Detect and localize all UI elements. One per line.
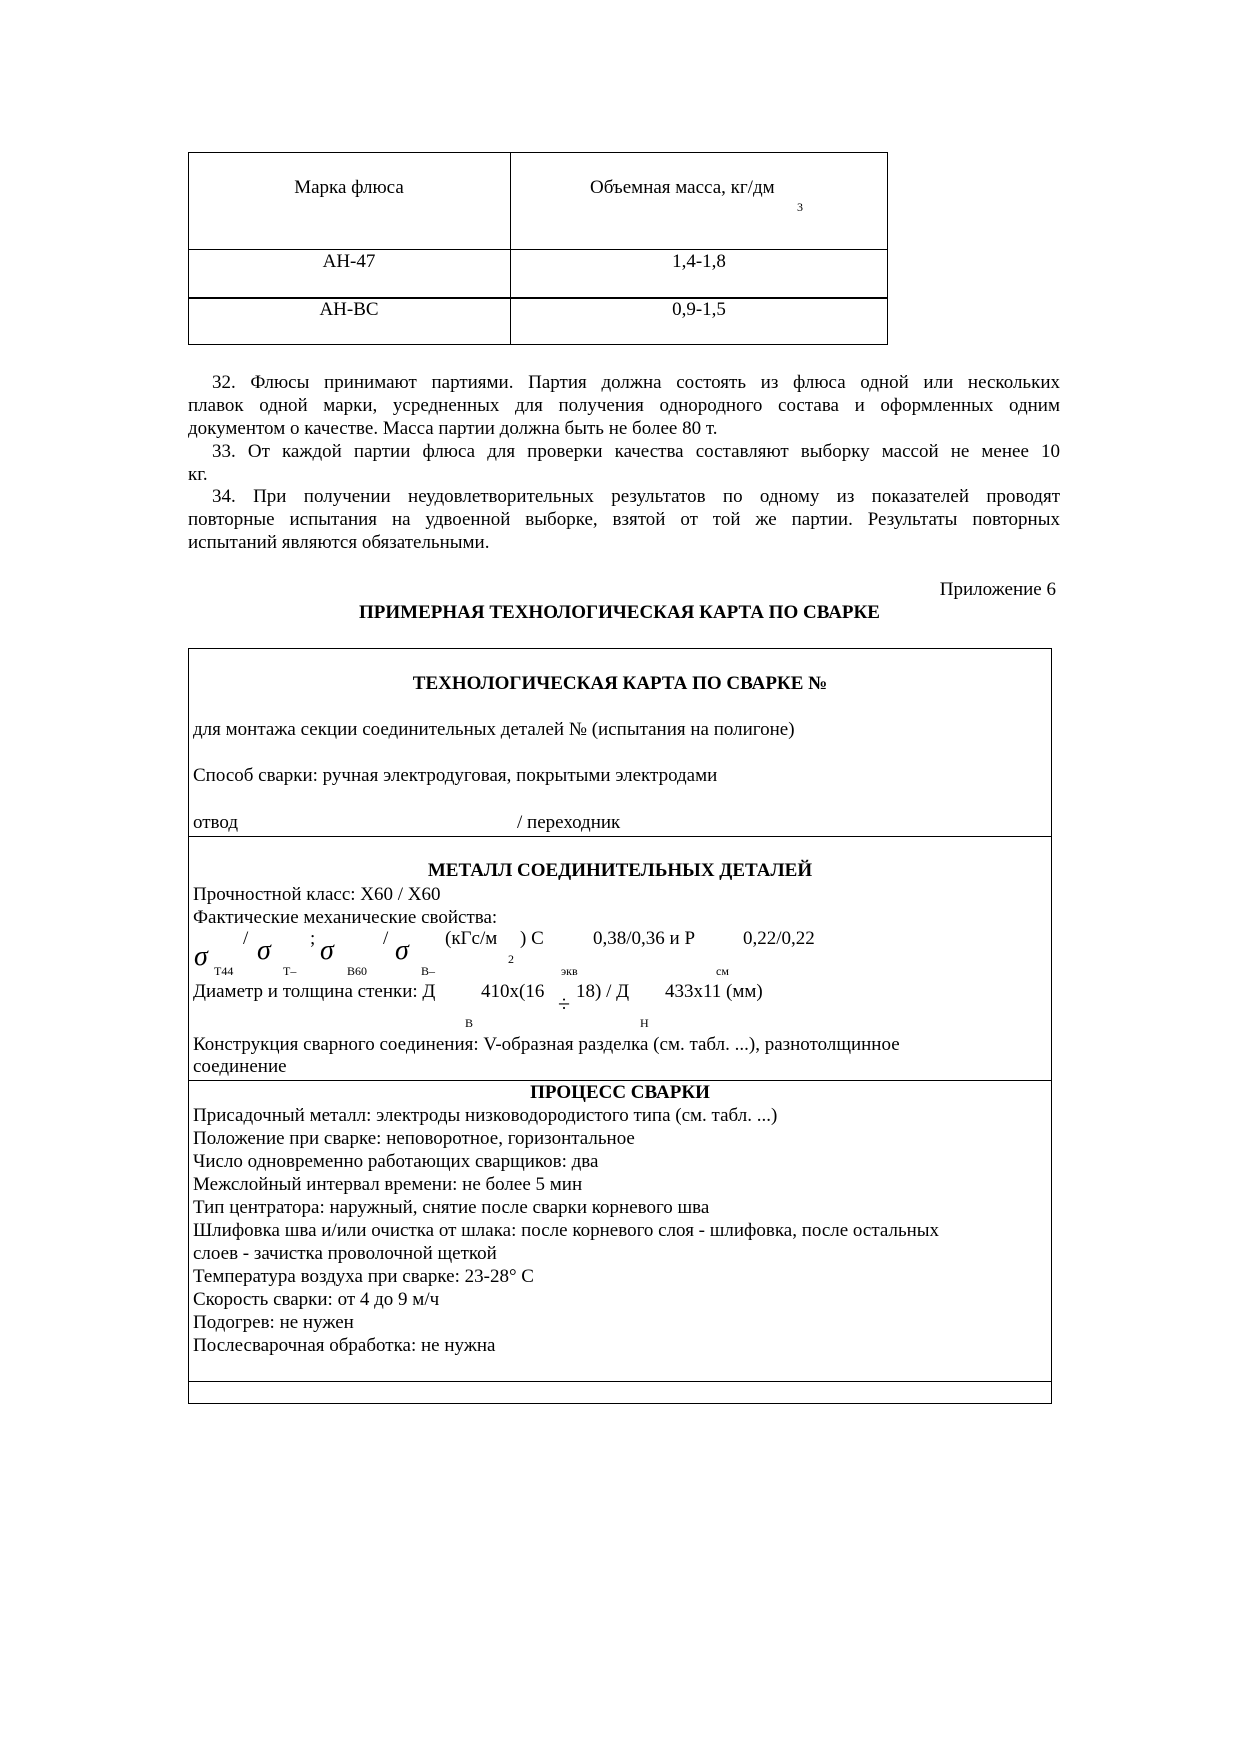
formula-text: В60 xyxy=(347,964,368,978)
sigma-symbol: σ xyxy=(194,941,208,972)
metal-title: МЕТАЛЛ СОЕДИНИТЕЛЬНЫХ ДЕТАЛЕЙ xyxy=(427,860,813,881)
paragraph-line: повторные испытания на удвоенной выборке, взятой от той же партии. Результаты повторных xyxy=(188,509,1060,530)
card-title: ТЕХНОЛОГИЧЕСКАЯ КАРТА ПО СВАРКЕ № xyxy=(412,673,828,694)
table-divider xyxy=(188,249,888,250)
division-symbol: ÷ xyxy=(558,991,571,1016)
process-title: ПРОЦЕСС СВАРКИ xyxy=(530,1082,710,1103)
table-cell: 0,9-1,5 xyxy=(672,299,726,320)
formula-text: Т44 xyxy=(214,964,234,978)
formula-text: / xyxy=(243,928,249,949)
paragraph-line: 33. От каждой партии флюса для проверки качества составляют выборку массой не менее 10 xyxy=(212,441,1060,462)
formula-text: ; xyxy=(310,928,316,949)
card-line: Диаметр и толщина стенки: Д xyxy=(193,981,436,1002)
card-line: отвод xyxy=(193,812,239,833)
process-line: Число одновременно работающих сварщиков: два xyxy=(193,1151,599,1172)
card-line: Способ сварки: ручная электродуговая, покрытыми электродами xyxy=(193,765,718,786)
table-divider xyxy=(188,1080,1052,1081)
formula-text: 433х11 (мм) xyxy=(665,981,763,1002)
table-divider xyxy=(188,1381,1052,1382)
sigma-symbol: σ xyxy=(395,935,409,966)
formula-text: / xyxy=(383,928,389,949)
formula-text: экв xyxy=(561,964,578,978)
process-line: Тип центратора: наружный, снятие после сварки корневого шва xyxy=(193,1197,710,1218)
process-line: Межслойный интервал времени: не более 5 мин xyxy=(193,1174,583,1195)
formula-text: см xyxy=(716,964,729,978)
process-line: слоев - зачистка проволочной щеткой xyxy=(193,1243,497,1264)
process-line: Шлифовка шва и/или очистка от шлака: после корневого слоя - шлифовка, после остальных xyxy=(193,1220,940,1241)
section-title: ПРИМЕРНАЯ ТЕХНОЛОГИЧЕСКАЯ КАРТА ПО СВАРКЕ xyxy=(359,602,880,623)
formula-text: 2 xyxy=(508,952,514,966)
table-header-sup: 3 xyxy=(797,200,803,214)
table-cell: АН-47 xyxy=(322,251,376,272)
formula-text: В– xyxy=(421,964,436,978)
process-line: Температура воздуха при сварке: 23-28° С xyxy=(193,1266,534,1287)
card-line: для монтажа секции соединительных деталей № (испытания на полигоне) xyxy=(193,719,795,740)
table-divider xyxy=(188,836,1052,837)
formula-text: (кГс/м xyxy=(445,928,498,949)
process-line: Скорость сварки: от 4 до 9 м/ч xyxy=(193,1289,440,1310)
paragraph-line: 34. При получении неудовлетворительных результатов по одному из показателей проводят xyxy=(212,486,1060,507)
paragraph-line: 32. Флюсы принимают партиями. Партия должна состоять из флюса одной или нескольких xyxy=(212,372,1060,393)
paragraph-line: документом о качестве. Масса партии должна быть не более 80 т. xyxy=(188,418,718,439)
table-cell: АН-ВС xyxy=(319,299,379,320)
card-line: Прочностной класс: Х60 / Х60 xyxy=(193,884,441,905)
paragraph-line: испытаний являются обязательными. xyxy=(188,532,490,553)
formula-text: ) С xyxy=(520,928,544,949)
sigma-symbol: σ xyxy=(320,935,334,966)
appendix-label: Приложение 6 xyxy=(939,579,1056,600)
process-line: Послесварочная обработка: не нужна xyxy=(193,1335,496,1356)
table-header: Марка флюса xyxy=(294,177,404,198)
formula-text: 410х(16 xyxy=(481,981,545,1002)
card-line: Фактические механические свойства: xyxy=(193,907,498,928)
card-line: / переходник xyxy=(517,812,621,833)
card-line: соединение xyxy=(193,1056,287,1077)
table-cell: 1,4-1,8 xyxy=(672,251,726,272)
table-header: Объемная масса, кг/дм xyxy=(590,177,775,198)
card-line: Конструкция сварного соединения: V-образная разделка (см. табл. ...), разнотолщинное xyxy=(193,1034,900,1055)
process-line: Подогрев: не нужен xyxy=(193,1312,354,1333)
formula-text: 0,22/0,22 xyxy=(743,928,815,949)
formula-text: Т– xyxy=(283,964,297,978)
formula-text: В xyxy=(465,1016,474,1030)
sigma-symbol: σ xyxy=(257,935,271,966)
formula-text: 18) / Д xyxy=(576,981,630,1002)
formula-text: 0,38/0,36 и Р xyxy=(593,928,696,949)
formula-text: Н xyxy=(640,1016,649,1030)
process-line: Положение при сварке: неповоротное, горизонтальное xyxy=(193,1128,635,1149)
paragraph-line: кг. xyxy=(188,464,208,485)
paragraph-line: плавок одной марки, усредненных для получения однородного состава и оформленных одним xyxy=(188,395,1060,416)
process-line: Присадочный металл: электроды низководородистого типа (см. табл. ...) xyxy=(193,1105,778,1126)
